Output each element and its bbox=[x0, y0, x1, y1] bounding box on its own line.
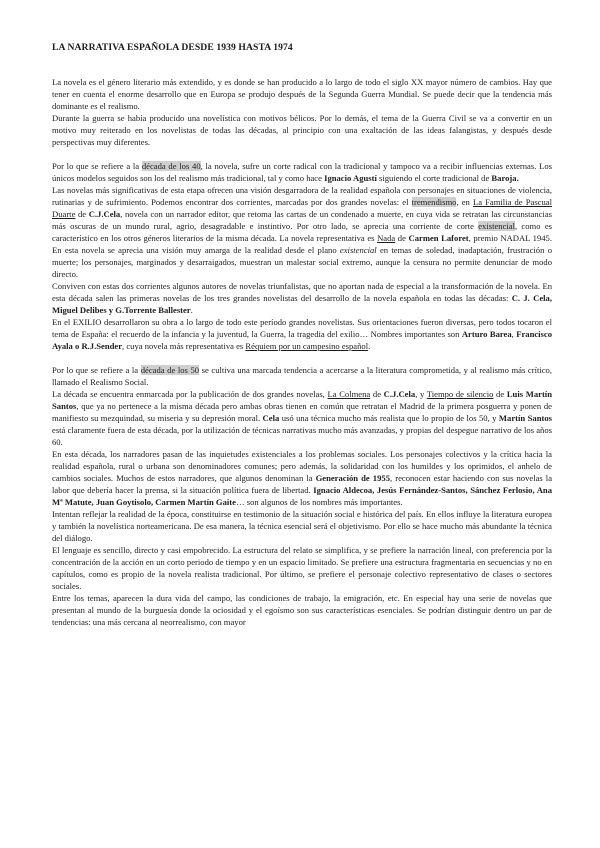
text-run: de bbox=[75, 209, 89, 219]
text-run: . bbox=[190, 305, 193, 315]
text-run: El lenguaje es sencillo, directo y casi empobrecido. La estructura del relato se simplifica, y se prefiere la narración lineal, con preferencia por la concentración de la acción en un corto periodo de tiempo y en un espacio limitado. Se prefiere una estructura fragmentaria en secuencias y no en capítulos, como es propio de la novela realista tradicional. Por último, se prefiere el personaje colectivo representativo de clases o sectores sociales. bbox=[52, 545, 552, 591]
text-run: . bbox=[368, 341, 371, 351]
bold-text: Generación de 1955 bbox=[315, 473, 390, 483]
paragraph bbox=[52, 364, 552, 388]
bold-text: Arturo Barea bbox=[461, 329, 512, 339]
text-run: … son algunos de los nombres más importantes. bbox=[235, 497, 403, 507]
bold-text: Carmen Laforet bbox=[408, 233, 469, 243]
bold-text: Francisco Ayala o R.J.Sender bbox=[52, 329, 553, 351]
text-run: , como es característico en los otros géneros literarios de la misma década. La novela representativa es bbox=[52, 221, 552, 243]
text-run: siguiendo el corte tradicional de bbox=[376, 173, 492, 183]
bold-text: Martín Santos bbox=[498, 413, 552, 423]
paragraph bbox=[52, 508, 552, 544]
bold-text: C.J.Cela bbox=[88, 209, 121, 219]
text-run: , premio NADAL 1945. En esta novela se aprecia una visión muy amarga de la realidad desde el plano bbox=[52, 233, 553, 255]
text-run: En esta década, los narradores pasan de las inquietudes existenciales a los problemas sociales. Los personajes colectivos y la crítica hacia la realidad española, rural o urbana son denominadores comunes; pero además, la solidaridad con los humildes y los oprimidos, el anhelo de cambios sociales. Muchos de estos narradores, que algunos denominan la bbox=[52, 449, 552, 483]
highlighted-text: década de los 50 bbox=[140, 365, 200, 375]
text-run: está claramente fuera de esta década, por la utilización de técnicas narrativas mucho más avanzadas, y propias del despegue narrativo de los años 60. bbox=[52, 425, 552, 447]
text-run: Conviven con estas dos corrientes algunos autores de novelas triunfalistas, que no aportan nada de especial a la transformación de la novela. En esta década salen las primeras novelas de los tres grandes novelistas del desarrollo de la novela española en todas las décadas: bbox=[52, 281, 552, 303]
text-run: La novela es el género literario más extendido, y es donde se han producido a lo largo de todo el siglo XX mayor número de cambios. Hay que tener en cuenta el enorme desarrollo que en Europa se produjo después de la Segunda Guerra Mundial. Se puede decir que la tendencia más dominante es el realismo. bbox=[52, 77, 552, 111]
text-run: de bbox=[370, 389, 384, 399]
section-gap bbox=[52, 352, 552, 364]
text-run: usó una técnica mucho más realista que lo propio de los 50, y bbox=[279, 413, 499, 423]
underlined-title: La Familia de Pascual Duarte bbox=[52, 197, 552, 219]
text-run: Durante la guerra se había producido una novelística con motivos bélicos. Por lo demás, el tema de la Guerra Civil se va a convertir en un motivo muy reiterado en los novelistas de todas las décadas, al principio con una exaltación de las ideas falangistas, y después desde perspectivas muy diferentes. bbox=[52, 113, 552, 147]
decade-40-section bbox=[52, 160, 552, 352]
text-run: de bbox=[395, 233, 409, 243]
paragraph bbox=[52, 76, 552, 112]
bold-text: Luis Martín Santos bbox=[52, 389, 552, 411]
text-run: de bbox=[493, 389, 507, 399]
paragraph bbox=[52, 280, 552, 316]
text-run: La década se encuentra enmarcada por la publicación de dos grandes novelas, bbox=[52, 389, 328, 399]
underlined-title: Réquiem por un campesino español bbox=[245, 341, 369, 351]
decade-50-section bbox=[52, 364, 552, 628]
paragraph bbox=[52, 316, 552, 352]
text-run: Entre los temas, aparecen la dura vida del campo, las condiciones de trabajo, la emigración, etc. En especial hay una serie de novelas que presentan al mundo de la burguesía donde la ociosidad y el egoísmo son sus características esenciales. Se podrían distinguir dentro un par de tendencias: una más cercana al neorrealismo, con mayor bbox=[52, 593, 552, 627]
bold-text: Baroja. bbox=[491, 173, 519, 183]
text-run: En el EXILIO desarrollaron su obra a lo largo de todo este período grandes novelistas. Sus orientaciones fueron diversas, pero todos tocaron el tema de España: el recuerdo de la infancia y la juventud, la Guerra, la tragedia del exilio… Nombres importantes son bbox=[52, 317, 552, 339]
highlighted-text: existencial bbox=[478, 221, 515, 231]
text-run: , y bbox=[415, 389, 427, 399]
document-title: LA NARRATIVA ESPAÑOLA DESDE 1939 HASTA 1974 bbox=[52, 42, 293, 53]
paragraph bbox=[52, 388, 552, 448]
text-run: , que ya no pertenece a la misma década pero ambas obras tienen en común que retratan el Madrid de la primera posguerra y ponen de manifiesto su mezquindad, su miseria y su depresión moral. bbox=[52, 401, 552, 423]
text-run: , reconocen estar haciendo con sus novelas la labor que debería hacer la prensa, si la situación política fuera de libertad. bbox=[52, 473, 553, 495]
text-run: Las novelas más significativas de esta etapa ofrecen una visión desgarradora de la realidad española con personajes en situaciones de violencia, rutinarias y de sufrimiento. Podemos encontrar dos corrientes, marcadas por dos grandes novelas: el bbox=[52, 185, 552, 207]
bold-text: Cela bbox=[262, 413, 280, 423]
highlighted-text: década de los 40 bbox=[141, 161, 201, 171]
text-run: , la novela, sufre un corte radical con la tradicional y tampoco va a recibir influencias externas. Los únicos modelos seguidos son los del realismo más tradicional, tal y como hace bbox=[52, 161, 552, 183]
text-run: , novela con un narrador editor, que retoma las cartas de un condenado a muerte, en cuya vida se retratan las circunstancias más oscuras de un mundo rural, agrio, desagradable e instintivo. Por otro lado, se aprecia una corriente de corte bbox=[52, 209, 552, 231]
bold-text: Ignacio Aldecoa, Jesús Fernández-Santos, Sánchez Ferlosio, Ana Mª Matute, Juan Goytisolo, Carmen Martín Gaite bbox=[52, 485, 552, 507]
text-run: , cuya novela más representativa es bbox=[122, 341, 246, 351]
underlined-title: Nada bbox=[377, 233, 396, 243]
underlined-title: Tiempo de silencio bbox=[426, 389, 494, 399]
intro-section bbox=[52, 76, 552, 148]
highlighted-text: tremendismo bbox=[411, 197, 457, 207]
paragraph bbox=[52, 544, 552, 592]
text-run: , en bbox=[456, 197, 473, 207]
text-run: , bbox=[511, 329, 517, 339]
text-run: Por lo que se refiere a la bbox=[52, 161, 142, 171]
italic-text: existencial bbox=[339, 245, 377, 255]
text-run: en temas de soledad, inadaptación, frustración o muerte; los personajes, marginados y desarraigados, muestran un malestar social extremo, aunque la censura no permite denunciar de modo directo. bbox=[52, 245, 552, 279]
text-run: se cultiva una marcada tendencia a acercarse a la literatura comprometida, y al realismo más crítico, llamado el Realismo Social. bbox=[52, 365, 552, 387]
paragraph bbox=[52, 592, 552, 628]
text-run: Intentan reflejar la realidad de la época, constituirse en testimonio de la situación social e histórica del país. En ellos influye la literatura europea y también la novelística norteamericana. De esa manera, la técnica esencial será el objetivismo. Por ello se hace mucho más abundante la técnica del diálogo. bbox=[52, 509, 552, 543]
underlined-title: La Colmena bbox=[327, 389, 371, 399]
document-page bbox=[52, 42, 552, 628]
paragraph bbox=[52, 184, 552, 280]
bold-text: Ignacio Agustí bbox=[324, 173, 377, 183]
paragraph bbox=[52, 160, 552, 184]
paragraph bbox=[52, 448, 552, 508]
section-gap bbox=[52, 148, 552, 160]
bold-text: C.J.Cela bbox=[383, 389, 416, 399]
paragraph bbox=[52, 112, 552, 148]
text-run: Por lo que se refiere a la bbox=[52, 365, 141, 375]
bold-text: C. J. Cela, Miguel Delibes y G.Torrente Ballester bbox=[52, 293, 552, 315]
